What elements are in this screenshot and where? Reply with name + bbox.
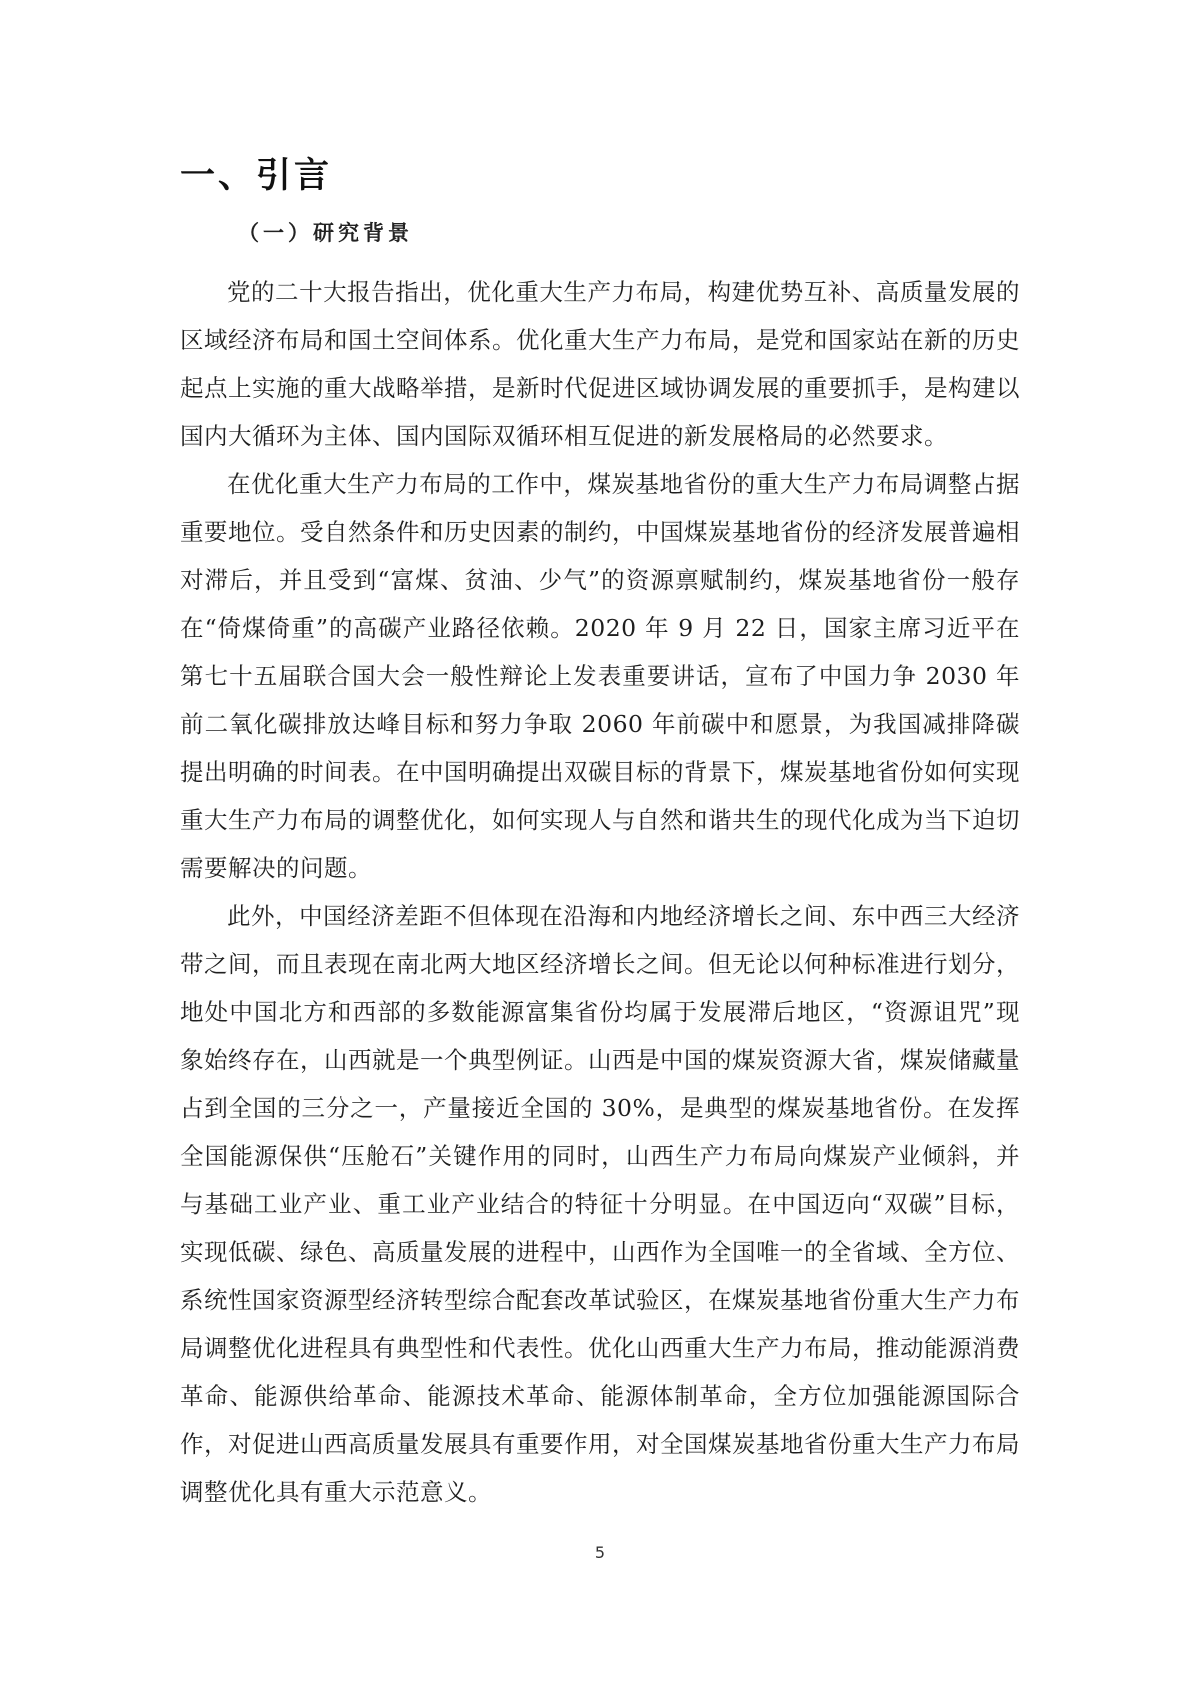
body-paragraph: 在优化重大生产力布局的工作中，煤炭基地省份的重大生产力布局调整占据重要地位。受自然条件和历史因素的制约，中国煤炭基地省份的经济发展普遍相对滞后，并且受到“富煤、贫油、少气”的资源禀赋制约，煤炭基地省份一般存在“倚煤倚重”的高碳产业路径依赖。2020 年 9 月 22 日，国家主席习近平在第七十五届联合国大会一般性辩论上发表重要讲话，宣布了中国力争 2030 年前二氧化碳排放达峰目标和努力争取 2060 年前碳中和愿景，为我国减排降碳提出明确的时间表。在中国明确提出双碳目标的背景下，煤炭基地省份如何实现重大生产力布局的调整优化，如何实现人与自然和谐共生的现代化成为当下迫切需要解决的问题。 (180, 470, 1020, 882)
section-title: （一）研究背景 (238, 220, 413, 245)
body-paragraph: 党的二十大报告指出，优化重大生产力布局，构建优势互补、高质量发展的区域经济布局和国土空间体系。优化重大生产力布局，是党和国家站在新的历史起点上实施的重大战略举措，是新时代促进区域协调发展的重要抓手，是构建以国内大循环为主体、国内国际双循环相互促进的新发展格局的必然要求。 (180, 278, 1020, 450)
chapter-title: 一、引言 (180, 156, 333, 196)
page-number: 5 (594, 1543, 606, 1562)
page-content (180, 150, 1020, 1516)
body-paragraph: 此外，中国经济差距不但体现在沿海和内地经济增长之间、东中西三大经济带之间，而且表现在南北两大地区经济增长之间。但无论以何种标准进行划分，地处中国北方和西部的多数能源富集省份均属于发展滞后地区，“资源诅咒”现象始终存在，山西就是一个典型例证。山西是中国的煤炭资源大省，煤炭储藏量占到全国的三分之一，产量接近全国的 30%，是典型的煤炭基地省份。在发挥全国能源保供“压舱石”关键作用的同时，山西生产力布局向煤炭产业倾斜，并与基础工业产业、重工业产业结合的特征十分明显。在中国迈向“双碳”目标，实现低碳、绿色、高质量发展的进程中，山西作为全国唯一的全省域、全方位、系统性国家资源型经济转型综合配套改革试验区，在煤炭基地省份重大生产力布局调整优化进程具有典型性和代表性。优化山西重大生产力布局，推动能源消费革命、能源供给革命、能源技术革命、能源体制革命，全方位加强能源国际合作，对促进山西高质量发展具有重要作用，对全国煤炭基地省份重大生产力布局调整优化具有重大示范意义。 (180, 902, 1020, 1506)
